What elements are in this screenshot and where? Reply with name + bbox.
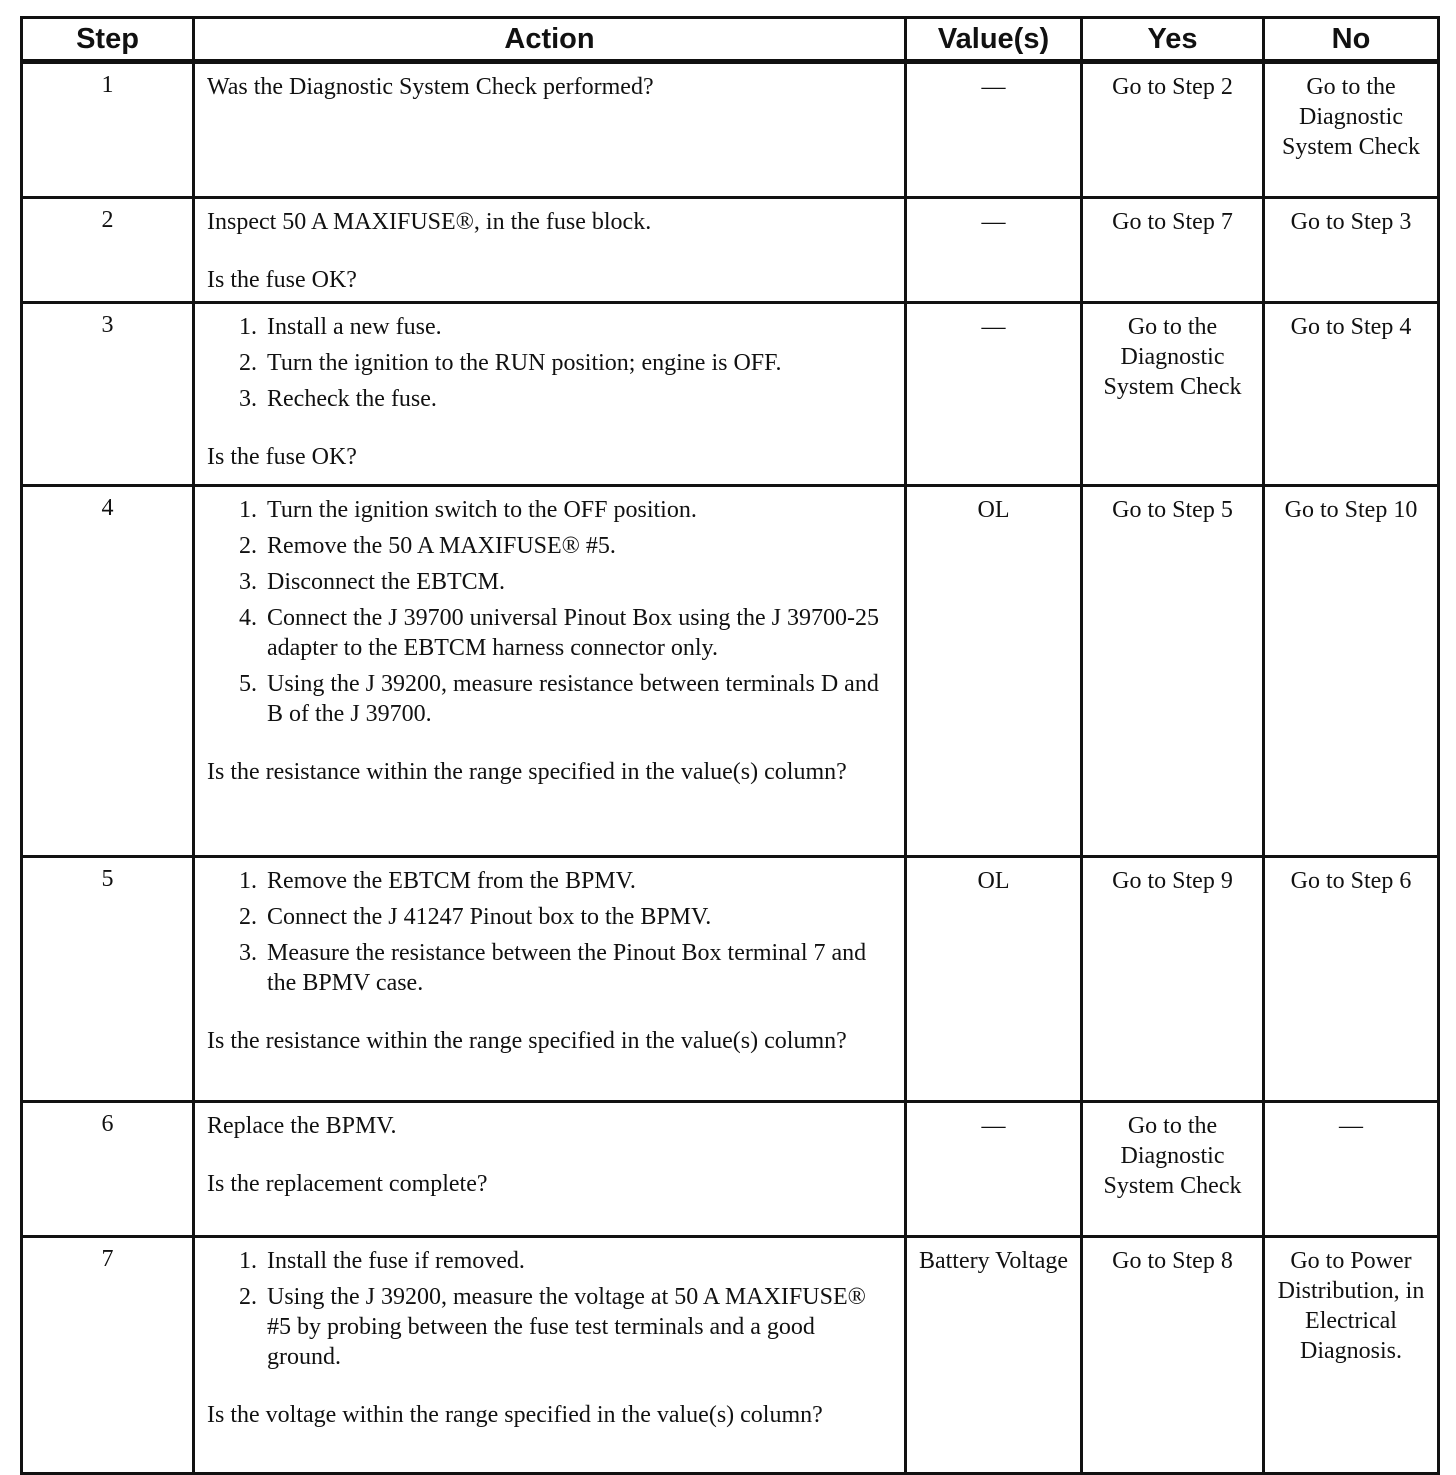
no-cell: Go to Step 10 xyxy=(1264,486,1439,857)
action-question: Is the replacement complete? xyxy=(207,1171,488,1197)
action-step-item: 1. Install the fuse if removed. xyxy=(263,1246,894,1276)
yes-cell: Go to Step 5 xyxy=(1082,486,1264,857)
header-values: Value(s) xyxy=(906,18,1082,62)
action-step-item: 3. Recheck the fuse. xyxy=(263,384,894,414)
table-row xyxy=(22,857,1439,1102)
header-action: Action xyxy=(194,18,906,62)
action-text: Replace the BPMV. xyxy=(207,1113,397,1139)
action-step-item: 2. Connect the J 41247 Pinout box to the BPMV. xyxy=(263,902,894,932)
action-step-item: 1. Install a new fuse. xyxy=(263,312,894,342)
step-number: 2 xyxy=(22,198,194,303)
step-number: 7 xyxy=(22,1237,194,1474)
step-number: 3 xyxy=(22,303,194,486)
action-step-item: 3. Disconnect the EBTCM. xyxy=(263,567,894,597)
action-steps-list xyxy=(207,312,894,414)
header-step: Step xyxy=(22,18,194,62)
action-cell xyxy=(194,486,906,857)
action-cell xyxy=(194,1102,906,1237)
diagnostic-table-container xyxy=(20,16,1437,1475)
action-step-item: 5. Using the J 39200, measure resistance between terminals D and B of the J 39700. xyxy=(263,669,894,729)
step-number: 1 xyxy=(22,62,194,198)
value-cell: OL xyxy=(906,486,1082,857)
no-cell: Go to Step 6 xyxy=(1264,857,1439,1102)
table-row xyxy=(22,303,1439,486)
action-cell xyxy=(194,62,906,198)
action-cell xyxy=(194,857,906,1102)
action-step-item: 3. Measure the resistance between the Pinout Box terminal 7 and the BPMV case. xyxy=(263,938,894,998)
no-cell: Go to Step 4 xyxy=(1264,303,1439,486)
action-question: Is the voltage within the range specified in the value(s) column? xyxy=(207,1402,823,1428)
action-cell xyxy=(194,198,906,303)
yes-cell: Go to Step 8 xyxy=(1082,1237,1264,1474)
value-cell: Battery Voltage xyxy=(906,1237,1082,1474)
header-row xyxy=(22,18,1439,62)
table-row xyxy=(22,198,1439,303)
step-number: 5 xyxy=(22,857,194,1102)
table-row xyxy=(22,486,1439,857)
value-cell: OL xyxy=(906,857,1082,1102)
action-cell xyxy=(194,303,906,486)
value-cell: — xyxy=(906,303,1082,486)
action-text: Inspect 50 A MAXIFUSE®, in the fuse block. xyxy=(207,209,652,235)
step-number: 4 xyxy=(22,486,194,857)
yes-cell: Go to the Diagnostic System Check xyxy=(1082,1102,1264,1237)
action-step-item: 1. Turn the ignition switch to the OFF position. xyxy=(263,495,894,525)
action-question: Is the resistance within the range specified in the value(s) column? xyxy=(207,1028,847,1054)
yes-cell: Go to the Diagnostic System Check xyxy=(1082,303,1264,486)
yes-cell: Go to Step 7 xyxy=(1082,198,1264,303)
no-cell: Go to Step 3 xyxy=(1264,198,1439,303)
action-step-item: 2. Remove the 50 A MAXIFUSE® #5. xyxy=(263,531,894,561)
action-step-item: 4. Connect the J 39700 universal Pinout Box using the J 39700-25 adapter to the EBTCM harness connector only. xyxy=(263,603,894,663)
yes-cell: Go to Step 9 xyxy=(1082,857,1264,1102)
table-row xyxy=(22,1237,1439,1474)
table-row xyxy=(22,1102,1439,1237)
action-step-item: 2. Turn the ignition to the RUN position; engine is OFF. xyxy=(263,348,894,378)
action-question: Is the fuse OK? xyxy=(207,267,357,293)
yes-cell: Go to Step 2 xyxy=(1082,62,1264,198)
action-step-item: 2. Using the J 39200, measure the voltage at 50 A MAXIFUSE® #5 by probing between the fuse test terminals and a good ground. xyxy=(263,1282,894,1372)
action-step-item: 1. Remove the EBTCM from the BPMV. xyxy=(263,866,894,896)
value-cell: — xyxy=(906,62,1082,198)
value-cell: — xyxy=(906,1102,1082,1237)
action-steps-list xyxy=(207,495,894,729)
header-no: No xyxy=(1264,18,1439,62)
action-steps-list xyxy=(207,1246,894,1372)
action-question: Is the resistance within the range specified in the value(s) column? xyxy=(207,759,847,785)
step-number: 6 xyxy=(22,1102,194,1237)
diagnostic-table xyxy=(20,16,1440,1475)
action-steps-list xyxy=(207,866,894,998)
action-question: Is the fuse OK? xyxy=(207,444,357,470)
value-cell: — xyxy=(906,198,1082,303)
action-cell xyxy=(194,1237,906,1474)
header-yes: Yes xyxy=(1082,18,1264,62)
no-cell: Go to the Diagnostic System Check xyxy=(1264,62,1439,198)
no-cell: — xyxy=(1264,1102,1439,1237)
no-cell: Go to Power Distribution, in Electrical Diagnosis. xyxy=(1264,1237,1439,1474)
table-row xyxy=(22,62,1439,198)
action-text: Was the Diagnostic System Check performed? xyxy=(207,74,654,100)
